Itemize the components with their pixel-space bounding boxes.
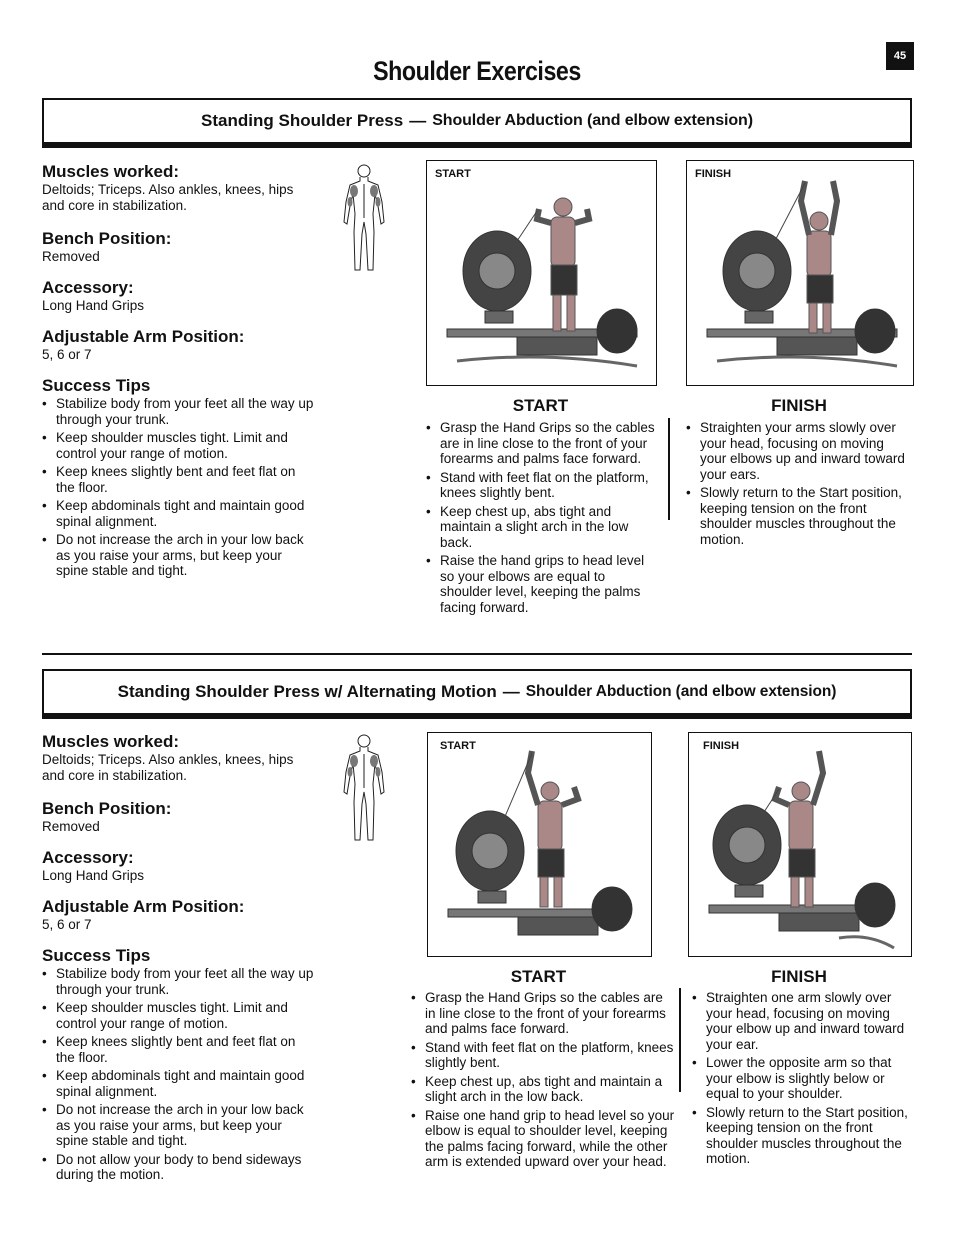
photo-label: START [440,740,476,752]
page-number: 45 [886,42,914,70]
header-dash: — [409,111,427,130]
accessory-heading: Accessory: [42,278,134,297]
accessory-heading: Accessory: [42,848,134,867]
exercise-subtitle: Shoulder Abduction (and elbow extension) [432,112,753,129]
exercise-name: Standing Shoulder Press [201,111,404,130]
muscles-heading: Muscles worked: [42,732,179,751]
list-item: • Keep shoulder muscles tight. Limit and control your range of motion. [42,430,317,461]
muscles-heading: Muscles worked: [42,162,179,181]
start-heading: START [510,967,567,986]
bench-value: Removed [42,819,100,834]
exercise-photo-icon [428,733,651,956]
exercise-header-2 [42,669,912,715]
success-tips-list [42,966,317,1183]
start-steps [411,990,677,1173]
arm-position-heading: Adjustable Arm Position: [42,327,245,346]
list-item: • Lower the opposite arm so that your elbow is slightly below or equal to your shoulder. [692,1055,910,1102]
column-divider [679,988,681,1092]
list-item: • Do not increase the arch in your low back as you raise your arms, but keep your spine stable and tight. [42,532,317,579]
page-title: Shoulder Exercises [373,56,581,86]
muscles-text: Deltoids; Triceps. Also ankles, knees, hips and core in stabilization. [42,752,294,783]
bench-heading: Bench Position: [42,799,172,818]
list-item: • Keep abdominals tight and maintain good spinal alignment. [42,498,317,529]
list-item: • Do not allow your body to bend sideways during the motion. [42,1152,317,1183]
exercise-subtitle: Shoulder Abduction (and elbow extension) [525,683,837,700]
accessory-value: Long Hand Grips [42,868,145,883]
exercise-name: Standing Shoulder Press w/ Alternating Motion [117,682,497,701]
list-item: • Keep abdominals tight and maintain good spinal alignment. [42,1068,317,1099]
bench-value: Removed [42,249,100,264]
list-item: • Raise one hand grip to head level so your elbow is equal to shoulder level, keeping the palms facing forward, while the other arm is extended upward over your head. [411,1108,677,1170]
photo-label: FINISH [703,740,740,752]
arm-position-heading: Adjustable Arm Position: [42,897,245,916]
exercise-details [42,732,317,1212]
list-item: • Stand with feet flat on the platform, knees slightly bent. [426,470,656,501]
muscles-text: Deltoids; Triceps. Also ankles, knees, hips and core in stabilization. [42,182,294,213]
list-item: • Stand with feet flat on the platform, knees slightly bent. [411,1040,677,1071]
list-item: • Stabilize body from your feet all the way up through your trunk. [42,966,317,997]
photo-label: FINISH [695,168,732,180]
arm-position-value: 5, 6 or 7 [42,917,92,932]
start-position-photo [427,732,652,957]
list-item: • Straighten your arms slowly over your head, focusing on moving your elbows up and inward toward your ears. [686,420,912,482]
list-item: • Stabilize body from your feet all the way up through your trunk. [42,396,317,427]
header-dash: — [502,682,520,701]
finish-position-photo [688,732,912,957]
list-item: • Keep knees slightly bent and feet flat on the floor. [42,464,317,495]
accessory-value: Long Hand Grips [42,298,145,313]
list-item: • Do not increase the arch in your low back as you raise your arms, but keep your spine stable and tight. [42,1102,317,1149]
list-item: • Grasp the Hand Grips so the cables are in line close to the front of your forearms and palms face forward. [426,420,656,467]
finish-heading: FINISH [771,396,827,415]
list-item: • Straighten one arm slowly over your head, focusing on moving your elbow up and inward toward your ear. [692,990,910,1052]
list-item: • Grasp the Hand Grips so the cables are in line close to the front of your forearms and palms face forward. [411,990,677,1037]
success-tips-heading: Success Tips [42,946,151,965]
exercise-photo-icon [689,733,911,956]
list-item: • Keep shoulder muscles tight. Limit and control your range of motion. [42,1000,317,1031]
bench-heading: Bench Position: [42,229,172,248]
list-item: • Slowly return to the Start position, keeping tension on the front shoulder muscles throughout the motion. [686,485,912,547]
start-heading: START [512,396,569,415]
photo-label: START [435,168,471,180]
list-item: • Raise the hand grips to head level so your elbows are equal to shoulder level, keeping the palms facing forward. [426,553,656,615]
list-item: • Keep chest up, abs tight and maintain a slight arch in the low back. [411,1074,677,1105]
success-tips-heading: Success Tips [42,376,151,395]
list-item: • Slowly return to the Start position, keeping tension on the front shoulder muscles throughout the motion. [692,1105,910,1167]
finish-steps [692,990,910,1170]
muscle-diagram-icon [340,732,388,844]
arm-position-value: 5, 6 or 7 [42,347,92,362]
list-item: • Keep chest up, abs tight and maintain a slight arch in the low back. [426,504,656,551]
list-item: • Keep knees slightly bent and feet flat on the floor. [42,1034,317,1065]
finish-heading: FINISH [771,967,827,986]
